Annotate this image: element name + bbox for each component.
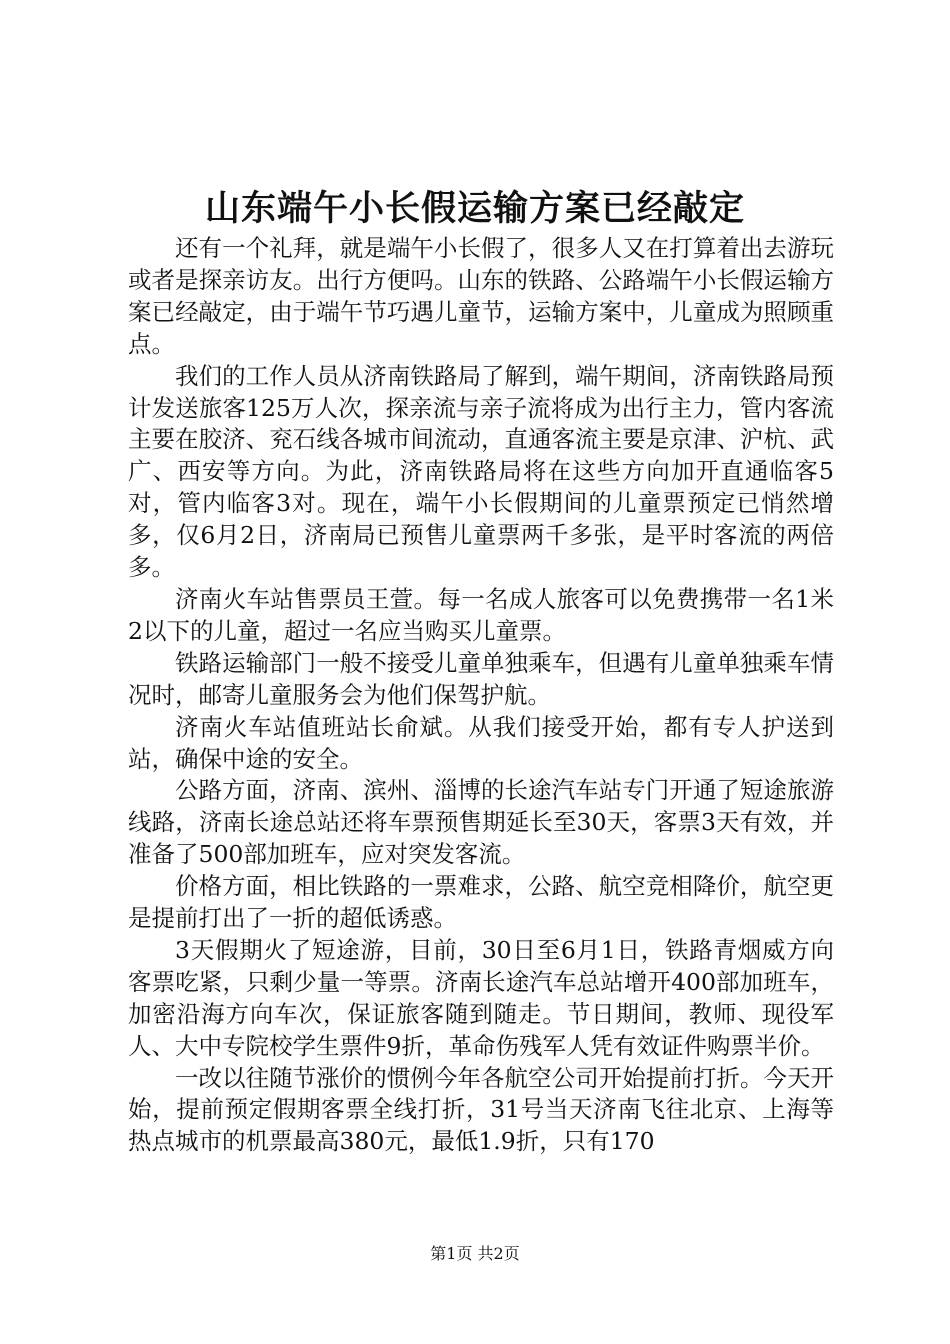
page-number-footer: 第1页 共2页 (430, 1244, 520, 1263)
document-body (128, 233, 834, 1158)
paragraph: 3天假期火了短途游，目前，30日至6月1日，铁路青烟威方向客票吃紧，只剩少量一等票。济南长途汽车总站增开400部加班车，加密沿海方向车次，保证旅客随到随走。节日期间，教师、现役军人、大中专院校学生票件9折，革命伤残军人凭有效证件购票半价。 (128, 935, 834, 1060)
paragraph: 价格方面，相比铁路的一票难求，公路、航空竞相降价，航空更是提前打出了一折的超低诱惑。 (128, 872, 834, 933)
paragraph: 济南火车站值班站长俞斌。从我们接受开始，都有专人护送到站，确保中途的安全。 (128, 712, 834, 773)
paragraph: 公路方面，济南、滨州、淄博的长途汽车站专门开通了短途旅游线路，济南长途总站还将车票预售期延长至30天，客票3天有效，并准备了500部加班车，应对突发客流。 (128, 776, 834, 869)
paragraph: 铁路运输部门一般不接受儿童单独乘车，但遇有儿童单独乘车情况时，邮寄儿童服务会为他们保驾护航。 (128, 648, 834, 709)
paragraph: 还有一个礼拜，就是端午小长假了，很多人又在打算着出去游玩或者是探亲访友。出行方便吗。山东的铁路、公路端午小长假运输方案已经敲定，由于端午节巧遇儿童节，运输方案中，儿童成为照顾重点。 (128, 234, 834, 358)
paragraph: 我们的工作人员从济南铁路局了解到，端午期间，济南铁路局预计发送旅客125万人次，探亲流与亲子流将成为出行主力，管内客流主要在胶济、兖石线各城市间流动，直通客流主要是京津、沪杭、武广、西安等方向。为此，济南铁路局将在这些方向加开直通临客5对，管内临客3对。现在，端午小长假期间的儿童票预定已悄然增多，仅6月2日，济南局已预售儿童票两千多张，是平时客流的两倍多。 (128, 361, 834, 582)
paragraph: 济南火车站售票员王萱。每一名成人旅客可以免费携带一名1米2以下的儿童，超过一名应当购买儿童票。 (128, 584, 834, 645)
paragraph: 一改以往随节涨价的惯例今年各航空公司开始提前打折。今天开始，提前预定假期客票全线打折，31号当天济南飞往北京、上海等热点城市的机票最高380元，最低1.9折，只有170 (128, 1063, 834, 1156)
document-title: 山东端午小长假运输方案已经敲定 (204, 188, 745, 229)
